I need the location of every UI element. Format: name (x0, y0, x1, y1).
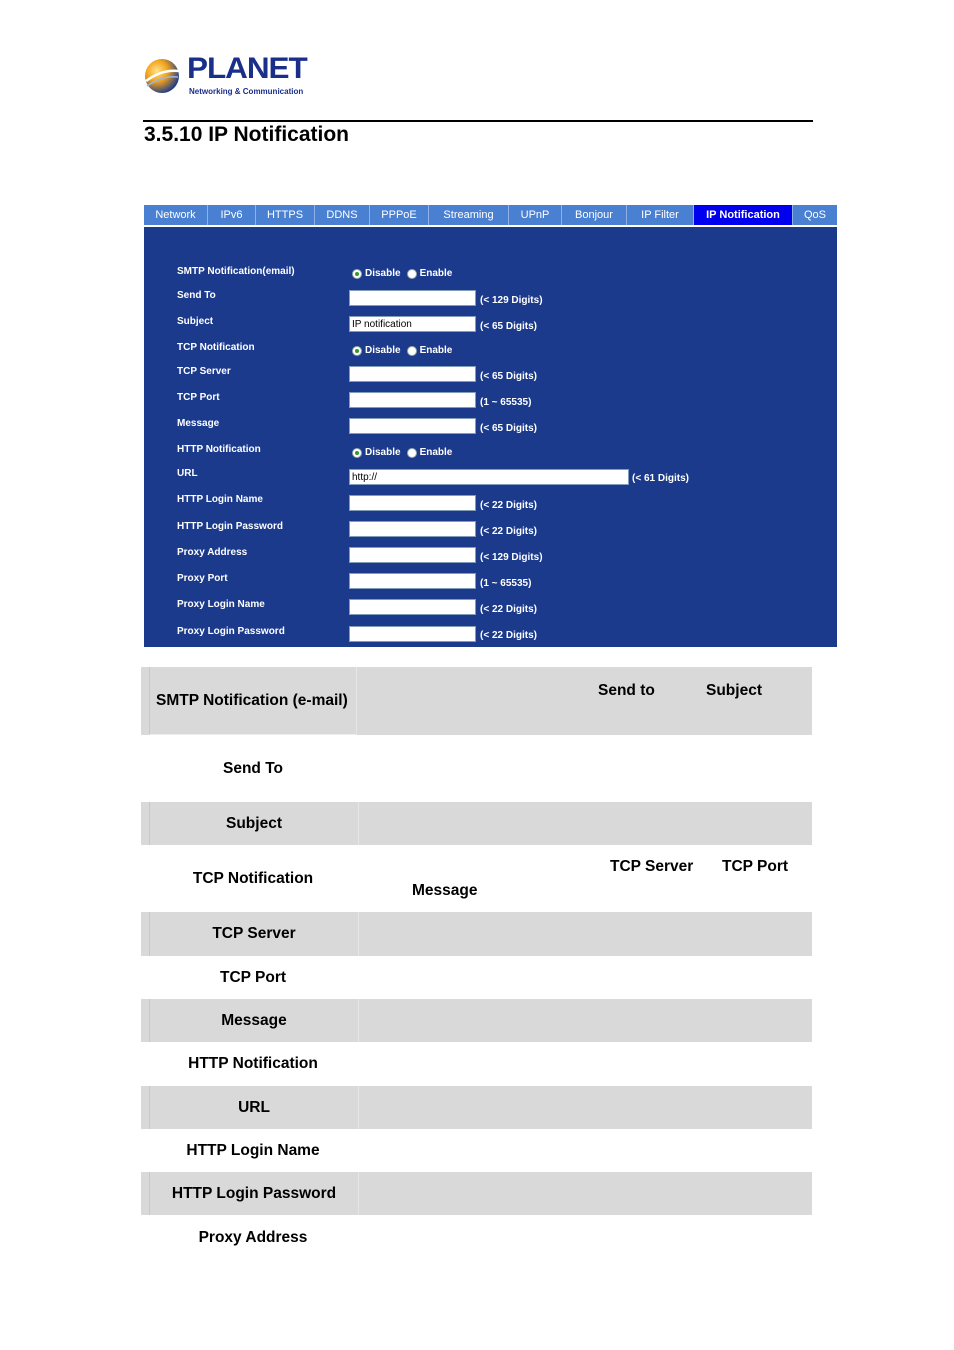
proxy-login-name-input[interactable] (349, 599, 476, 615)
tcp-disable-label: Disable (365, 345, 401, 356)
desc-subject-term: Subject (149, 802, 359, 845)
desc-tcp-server-term: TCP Server (149, 912, 359, 956)
url-label: URL (177, 468, 198, 479)
tab-network[interactable]: Network (144, 205, 208, 225)
tab-ddns[interactable]: DDNS (315, 205, 370, 225)
smtp-radio-group (352, 268, 458, 279)
proxy-login-password-label: Proxy Login Password (177, 626, 285, 637)
tcp-port-row (144, 392, 837, 414)
tcp-port-label: TCP Port (177, 392, 220, 403)
http-radio-group (352, 447, 458, 458)
desc-tcp-server-ref: TCP Server (610, 858, 694, 875)
send-to-label: Send To (177, 290, 216, 301)
desc-row-send-to (141, 735, 812, 802)
desc-row-http-login-password (141, 1172, 812, 1215)
smtp-enable-radio[interactable] (407, 269, 417, 279)
http-login-name-row (144, 494, 837, 516)
send-to-row (144, 290, 837, 312)
http-login-password-label: HTTP Login Password (177, 521, 283, 532)
section-title: 3.5.10 IP Notification (144, 123, 350, 146)
desc-url-term: URL (149, 1086, 359, 1129)
proxy-port-hint: (1 ~ 65535) (480, 578, 532, 589)
desc-smtp-send-to-ref: Send to (598, 682, 655, 699)
smtp-notification-label: SMTP Notification(email) (177, 266, 295, 277)
tab-https[interactable]: HTTPS (256, 205, 315, 225)
desc-row-smtp (141, 667, 812, 735)
tab-qos[interactable]: QoS (803, 209, 826, 221)
subject-hint: (< 65 Digits) (480, 321, 537, 332)
smtp-disable-radio[interactable] (352, 269, 362, 279)
http-login-password-hint: (< 22 Digits) (480, 526, 537, 537)
proxy-login-name-row (144, 599, 837, 621)
tab-ip-notification[interactable]: IP Notification (694, 205, 793, 225)
proxy-port-row (144, 573, 837, 595)
desc-row-subject (141, 802, 812, 845)
logo-tagline: Networking & Communication (189, 87, 304, 96)
tcp-enable-radio[interactable] (407, 346, 417, 356)
url-row (144, 468, 837, 490)
desc-http-login-password-term: HTTP Login Password (149, 1172, 359, 1215)
proxy-login-password-row (144, 626, 837, 648)
tab-bonjour[interactable]: Bonjour (562, 205, 627, 225)
smtp-enable-label: Enable (419, 268, 453, 279)
desc-proxy-address-term: Proxy Address (198, 1229, 308, 1246)
http-enable-radio[interactable] (407, 448, 417, 458)
tab-ipv6[interactable]: IPv6 (208, 205, 256, 225)
http-enable-label: Enable (419, 447, 453, 458)
desc-message-term: Message (149, 999, 359, 1042)
url-hint: (< 61 Digits) (632, 473, 689, 484)
tcp-radio-group (352, 345, 458, 356)
tcp-notification-row (144, 342, 837, 364)
logo-wordmark: PLANET (187, 52, 307, 85)
proxy-address-hint: (< 129 Digits) (480, 552, 543, 563)
desc-row-message (141, 999, 812, 1042)
tcp-server-input[interactable] (349, 366, 476, 382)
proxy-port-label: Proxy Port (177, 573, 228, 584)
tab-streaming[interactable]: Streaming (429, 205, 509, 225)
send-to-hint: (< 129 Digits) (480, 295, 543, 306)
desc-smtp-subject-ref: Subject (706, 682, 762, 699)
message-hint: (< 65 Digits) (480, 423, 537, 434)
desc-smtp-term: SMTP Notification (e-mail) (149, 667, 357, 735)
tab-pppoe[interactable]: PPPoE (370, 205, 429, 225)
message-input[interactable] (349, 418, 476, 434)
http-login-name-input[interactable] (349, 495, 476, 511)
http-login-name-label: HTTP Login Name (177, 494, 263, 505)
http-disable-radio[interactable] (352, 448, 362, 458)
proxy-login-password-hint: (< 22 Digits) (480, 630, 537, 641)
desc-row-tcp-notification (141, 845, 812, 912)
proxy-address-label: Proxy Address (177, 547, 248, 558)
tcp-enable-label: Enable (419, 345, 453, 356)
message-label: Message (177, 418, 220, 429)
proxy-login-password-input[interactable] (349, 626, 476, 642)
desc-row-http-login-name (141, 1129, 812, 1172)
tcp-server-row (144, 366, 837, 388)
proxy-address-row (144, 547, 837, 569)
desc-send-to-term: Send To (223, 759, 283, 777)
tab-upnp[interactable]: UPnP (509, 205, 562, 225)
http-login-name-hint: (< 22 Digits) (480, 500, 537, 511)
proxy-port-input[interactable] (349, 573, 476, 589)
desc-row-url (141, 1086, 812, 1129)
tcp-server-hint: (< 65 Digits) (480, 371, 537, 382)
desc-row-http-notification (141, 1042, 812, 1086)
desc-tcp-notification-term: TCP Notification (192, 869, 314, 887)
tcp-server-label: TCP Server (177, 366, 231, 377)
globe-icon (143, 57, 181, 95)
tcp-port-hint: (1 ~ 65535) (480, 397, 532, 408)
http-login-password-input[interactable] (349, 521, 476, 537)
planet-logo (143, 52, 307, 99)
http-notification-row (144, 444, 837, 466)
ip-notification-panel (144, 227, 837, 647)
desc-row-tcp-port (141, 956, 812, 999)
subject-label: Subject (177, 316, 214, 327)
settings-tab-bar (144, 205, 837, 225)
message-row (144, 418, 837, 440)
http-disable-label: Disable (365, 447, 401, 458)
http-login-password-row (144, 521, 837, 543)
tcp-disable-radio[interactable] (352, 346, 362, 356)
proxy-login-name-label: Proxy Login Name (177, 599, 265, 610)
http-notification-label: HTTP Notification (177, 444, 261, 455)
subject-input[interactable] (349, 316, 476, 332)
desc-http-notification-term: HTTP Notification (188, 1055, 318, 1072)
header-rule (143, 120, 813, 122)
smtp-notification-row (144, 266, 837, 288)
smtp-disable-label: Disable (365, 268, 401, 279)
tab-ip-filter[interactable]: IP Filter (627, 205, 694, 225)
desc-tcp-message-ref: Message (412, 882, 478, 899)
url-input[interactable] (349, 469, 629, 485)
tcp-notification-label: TCP Notification (177, 342, 255, 353)
proxy-login-name-hint: (< 22 Digits) (480, 604, 537, 615)
tcp-port-input[interactable] (349, 392, 476, 408)
proxy-address-input[interactable] (349, 547, 476, 563)
subject-row (144, 316, 837, 338)
desc-tcp-port-ref: TCP Port (722, 858, 789, 875)
desc-row-tcp-server (141, 912, 812, 956)
send-to-input[interactable] (349, 290, 476, 306)
desc-tcp-port-term: TCP Port (219, 968, 287, 986)
desc-row-proxy-address (141, 1215, 812, 1261)
desc-http-login-name-term: HTTP Login Name (186, 1141, 320, 1159)
